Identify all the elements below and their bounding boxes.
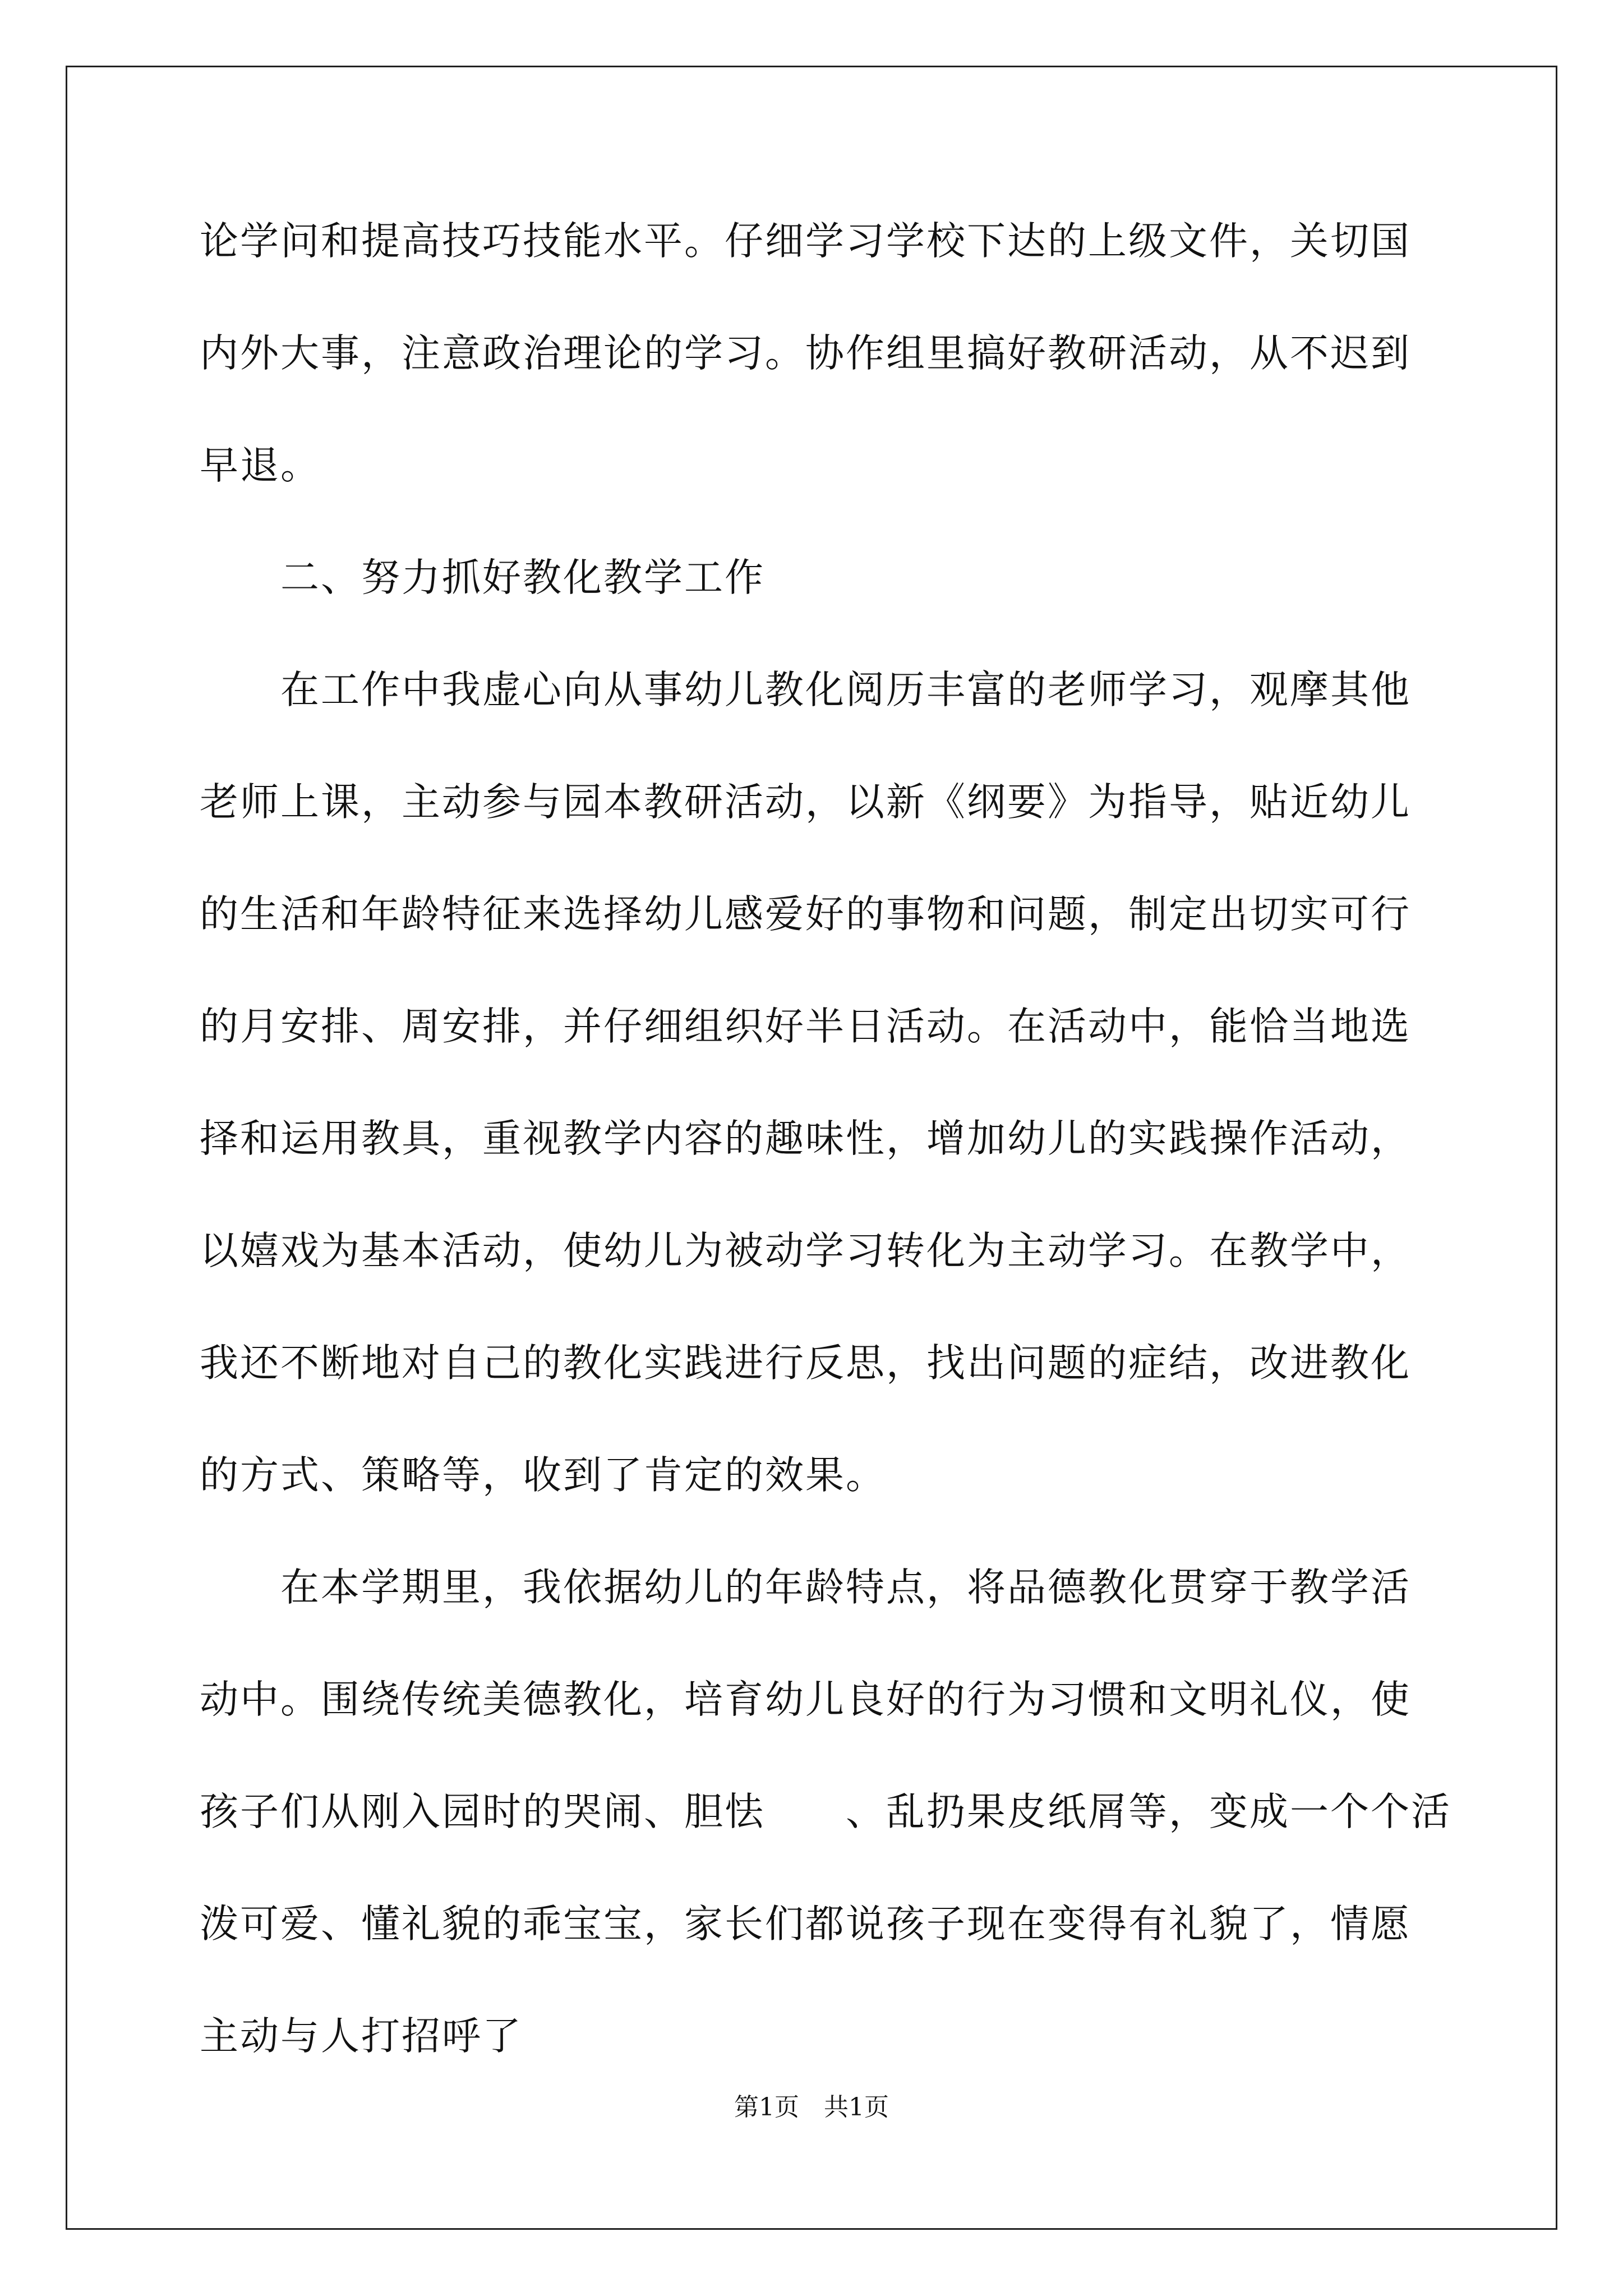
text-line: 早退。 <box>200 443 321 488</box>
page-footer <box>0 2087 1623 2123</box>
text-line: 的方式、策略等，收到了肯定的效果。 <box>200 1453 886 1498</box>
text-line: 以嬉戏为基本活动，使幼儿为被动学习转化为主动学习。在教学中， <box>200 1228 1411 1273</box>
text-line: 在本学期里，我依据幼儿的年龄特点，将品德教化贯穿于教学活 <box>200 1565 1411 1610</box>
text-line: 内外大事，注意政治理论的学习。协作组里搞好教研活动，从不迟到 <box>200 331 1411 376</box>
text-line: 动中。围绕传统美德教化，培育幼儿良好的行为习惯和文明礼仪，使 <box>200 1677 1411 1722</box>
text-line: 在工作中我虚心向从事幼儿教化阅历丰富的老师学习，观摩其他 <box>200 668 1411 712</box>
section-heading: 二、努力抓好教化教学工作 <box>200 555 765 600</box>
page-number: 第1页 共1页 <box>734 2093 889 2122</box>
text-line: 老师上课，主动参与园本教研活动，以新《纲要》为指导，贴近幼儿 <box>200 780 1411 825</box>
text-line: 的生活和年龄特征来选择幼儿感爱好的事物和问题，制定出切实可行 <box>200 892 1411 937</box>
text-line: 泼可爱、懂礼貌的乖宝宝，家长们都说孩子现在变得有礼貌了，情愿 <box>200 1902 1411 1947</box>
text-line: 我还不断地对自己的教化实践进行反思，找出问题的症结，改进教化 <box>200 1341 1411 1386</box>
text-line: 孩子们从刚入园时的哭闹、胆怯 、乱扔果皮纸屑等，变成一个个活 <box>200 1789 1451 1834</box>
text-line: 论学问和提高技巧技能水平。仔细学习学校下达的上级文件，关切国 <box>200 219 1411 264</box>
text-line: 主动与人打招呼了 <box>200 2014 523 2059</box>
text-line: 的月安排、周安排，并仔细组织好半日活动。在活动中，能恰当地选 <box>200 1004 1411 1049</box>
text-line: 择和运用教具，重视教学内容的趣味性，增加幼儿的实践操作活动， <box>200 1116 1411 1161</box>
